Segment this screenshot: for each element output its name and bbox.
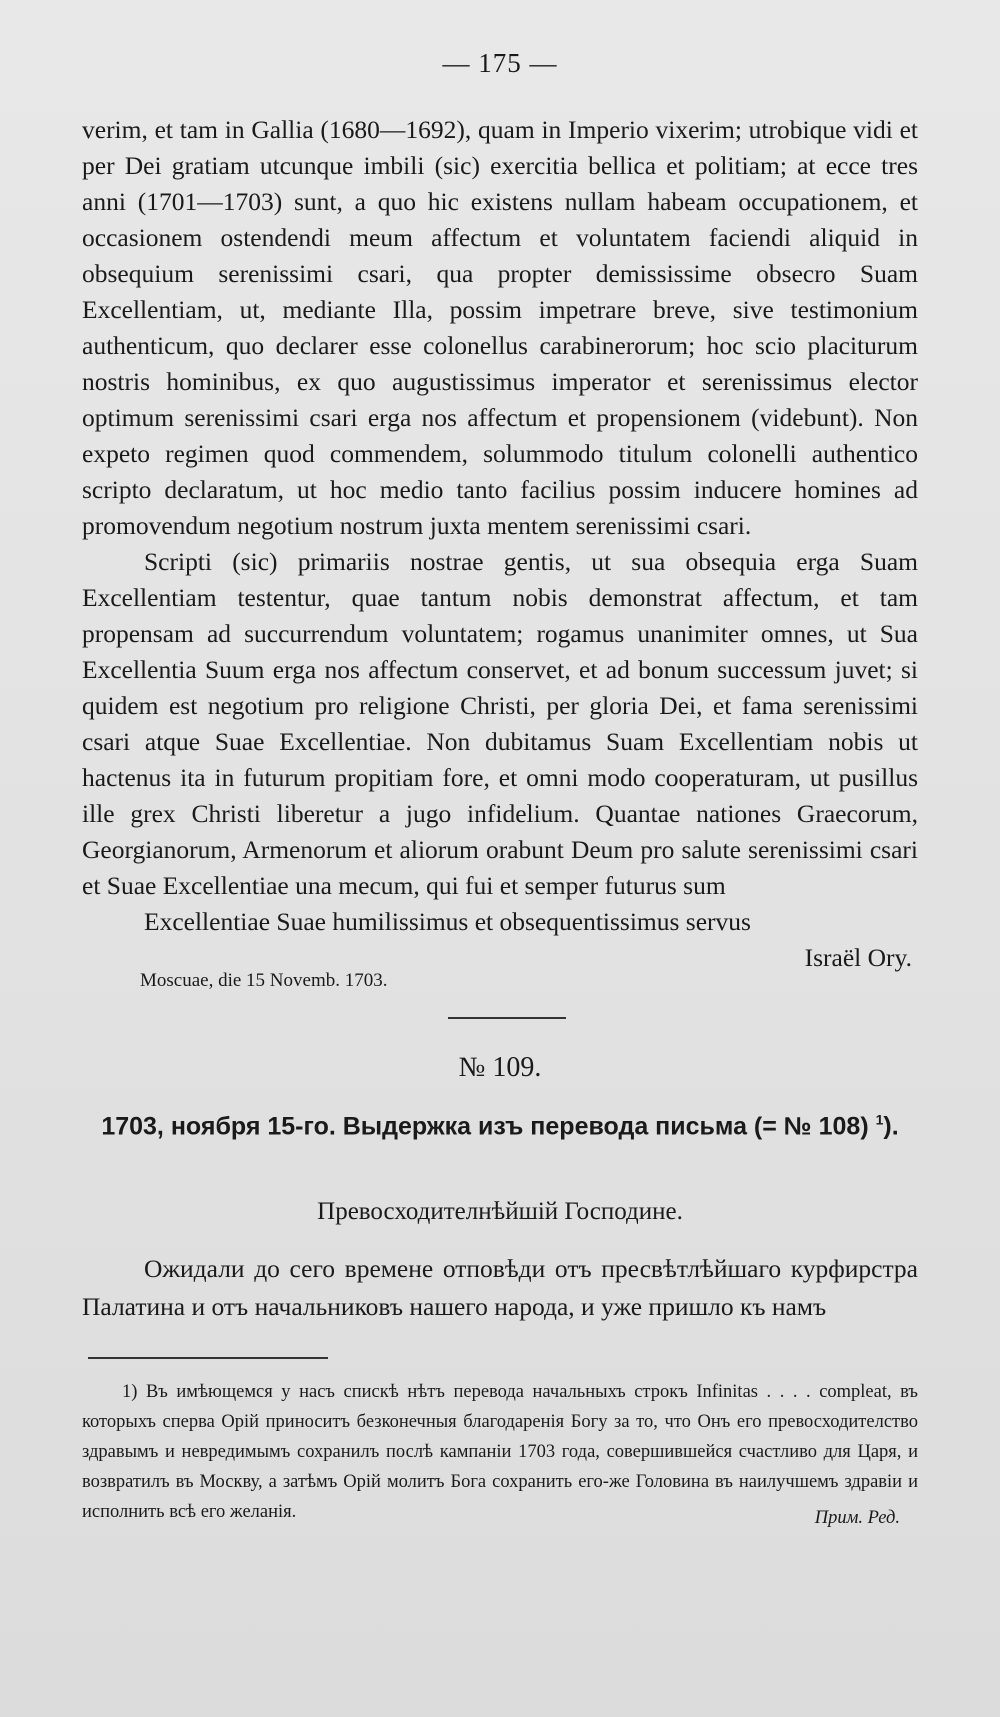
section-divider [448,1017,566,1019]
footnote-divider [88,1357,328,1359]
document-number: № 109. [458,1052,542,1083]
footnote [82,1377,918,1527]
russian-translation-body [82,1250,918,1326]
heading-footnote-mark: 1 [875,1112,884,1128]
letter-signature: Israël Ory. [804,943,912,972]
footnote-text: 1) Въ имѣющемся у насъ спискѣ нѣтъ перевода начальныхъ строкъ Infinitas . . . . compleat, въ которыхъ сперва Орій приноситъ безконечныя благодаренія Богу за то, что Онъ его превосходителство здравымъ и невредимымъ сохранилъ послѣ кампаніи 1703 года, совершившейся счастливо для Царя, и возвратилъ въ Москву, а затѣмъ Орій молитъ Бога сохранить его-же Головина въ наилучшемъ здравіи и исполнить всѣ его желанія. [82,1382,918,1522]
letter-closing: Excellentiae Suae humilissimus et obsequentissimus servus [144,907,751,936]
salutation: Превосходителнѣйшій Господине. [317,1198,683,1225]
heading-text: 1703, ноября 15-го. Выдержка изъ перевода письма (= № 108) [101,1112,869,1141]
editor-note: Прим. Ред. [814,1508,900,1528]
page-number: — 175 — [442,48,558,78]
letter-dateline: Moscuae, die 15 Novemb. 1703. [140,970,388,991]
russian-paragraph: Ожидали до сего времене отповѣди отъ пресвѣтлѣйшаго курфирстра Палатина и отъ начальниковъ нашего народа, и уже пришло къ намъ [82,1254,918,1321]
heading-suffix: . [891,1112,899,1141]
latin-paragraph-2: Scripti (sic) primariis nostrae gentis, ut sua obsequia erga Suam Excellentiam testentur, quae tantum nobis demonstrat affectum, et tam propensam ad succurrendum voluntatem; rogamus unanimiter omnes, ut Sua Excellentia Suum erga nos affectum conservet, et ad bonum successum juvet; si quidem est negotium pro religione Christi, per gloria Dei, et fama serenissimi csari atque Suae Excellentiae. Non dubitamus Suam Excellentiam nobis ut hactenus ita in futurum propitiam fore, et omni modo cooperaturam, ut pusillus ille grex Christi liberetur a jugo infidelium. Quantae nationes Graecorum, Georgianorum, Armenorum et aliorum orabunt Deum pro salute serenissimi csari et Suae Excellentiae una mecum, qui fui et semper futurus sum [82,547,918,900]
latin-letter-body [82,112,918,976]
document-heading: 1703, ноября 15-го. Выдержка изъ перевода письма (= № 108) $^1$). [101,1112,899,1141]
latin-paragraph-1: verim, et tam in Gallia (1680—1692), quam in Imperio vixerim; utrobique vidi et per Dei gratiam utcunque imbili (sic) exercitia bellica et politiam; at ecce tres anni (1701—1703) sunt, a quo hic existens nullam habeam occupationem, et occasionem ostendendi meum affectum et voluntatem faciendi aliquid in obsequium serenissimi csari, qua propter demississime obsecro Suam Excellentiam, ut, mediante Illa, possim impetrare breve, sive testimonium authenticum, quo declarer esse colonellus carabinerorum; hoc scio placiturum nostris hominibus, ex quo augustissimus imperator et serenissimus elector optimum serenissimi csari erga nos affectum et propensionem (videbunt). Non expeto regimen quod commendem, solummodo titulum colonelli authentico scripto declaratum, ut hoc medio tanto facilius possim inducere homines ad promovendum negotium nostrum juxta mentem serenissimi csari. [82,115,918,540]
